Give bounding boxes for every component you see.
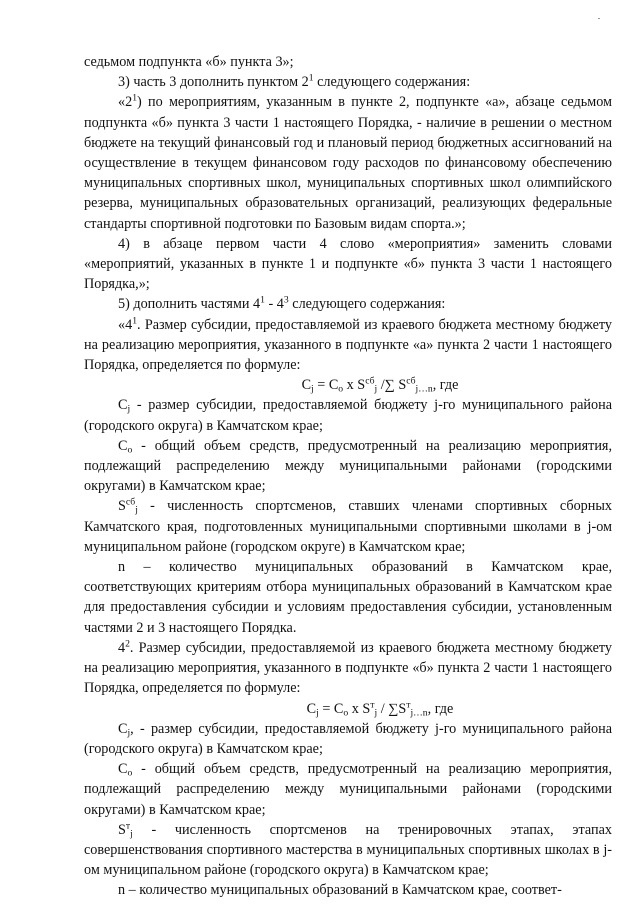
paragraph-quote-2-1: «$2^1$) по мероприятиям, указанным в пункте 2, подпункте «а», абзаце седьмом подпункта «б» пункта 3 части 1 настоящего Порядка, - наличие в решении о местном бюджете на текущий финансовый год и плановый период бюджетных ассигнований на осуществление в текущем финансовом году расходов по финансовому обеспечению муниципальных спортивных школ, муниципальных спортивных школ олимпийского резерва, муниципальных образовательных организаций, реализующих федеральные стандарты спортивной подготовки по Базовым видам спорта.»; xyxy=(84,93,612,232)
paragraph-item-4: 4) в абзаце первом части 4 слово «мероприятия» заменить словами «мероприятий, указанных в пункте 1 и подпункте «б» пункта 3 части 1 настоящего Порядка,»; xyxy=(84,235,612,293)
definition-s-1: $S^{сб}_j$ - численность спортсменов, ставших членами спортивных сборных Камчатского края, подготовленных муниципальными спортивными школами в j-ом муниципальном районе (городском округе) в Камчатском крае; xyxy=(84,497,612,555)
definition-n-2: n – количество муниципальных образований в Камчатском крае, соответ- xyxy=(118,882,562,899)
paragraph-item-3: 3) часть 3 дополнить пунктом $2^1$ следующего содержания: xyxy=(118,72,471,91)
paragraph-4-2: $4^2$. Размер субсидии, предоставляемой из краевого бюджета местному бюджету на реализацию мероприятия, указанного в подпункте «б» пункта 2 части 1 настоящего Порядка, определяется по формуле: xyxy=(84,638,612,697)
definition-n-1: n – количество муниципальных образований в Камчатском крае, соответствующих критериям отбора муниципальных образований в Камчатском крае для предоставления субсидии и условиям предоставления субсидии, установленным частями 2 и 3 настоящего Порядка. xyxy=(84,559,612,636)
paragraph-intro: седьмом подпункта «б» пункта 3»; xyxy=(84,54,294,70)
formula-1: $C_j = C_o$ x $S^{сб}_j$ /∑ $S^{сб}_{j\dots n}$, где xyxy=(301,375,459,395)
definition-co-2: $C_o$ - общий объем средств, предусмотренный на реализацию мероприятия, подлежащий распределению между муниципальными районами (городскими округами) в Камчатском крае; xyxy=(84,761,612,818)
definition-co-1: $C_o$ - общий объем средств, предусмотренный на реализацию мероприятия, подлежащий распределению между муниципальными районами (городскими округами) в Камчатском крае; xyxy=(84,437,612,495)
paragraph-4-1: «$4^1$. Размер субсидии, предоставляемой из краевого бюджета местному бюджету на реализацию мероприятия, указанного в подпункте «а» пункта 2 части 1 настоящего Порядка, определяется по формуле: xyxy=(84,315,612,374)
paragraph-item-5: 5) дополнить частями $4^1 - 4^3$ следующего содержания: xyxy=(118,295,446,313)
definition-cj-2: $C_j$, - размер субсидии, предоставляемой бюджету j-го муниципального района (городского округа) в Камчатском крае; xyxy=(84,720,612,757)
definition-s-2: $S^т_j$ - численность спортсменов на тренировочных этапах, этапах совершенствования спортивного мастерства в муниципальных спортивных школах в j-ом муниципальном районе (городского округа) в Камчатском крае; xyxy=(84,820,612,879)
document-body xyxy=(84,52,612,901)
scan-speck xyxy=(598,18,600,19)
definition-cj-1: $C_j$ - размер субсидии, предоставляемой бюджету j-го муниципального района (городского округа) в Камчатском крае; xyxy=(84,397,612,434)
formula-2: $C_j = C_o$ x $S^т_j / \sum S^т_{j\dots n}$, где xyxy=(306,699,454,718)
